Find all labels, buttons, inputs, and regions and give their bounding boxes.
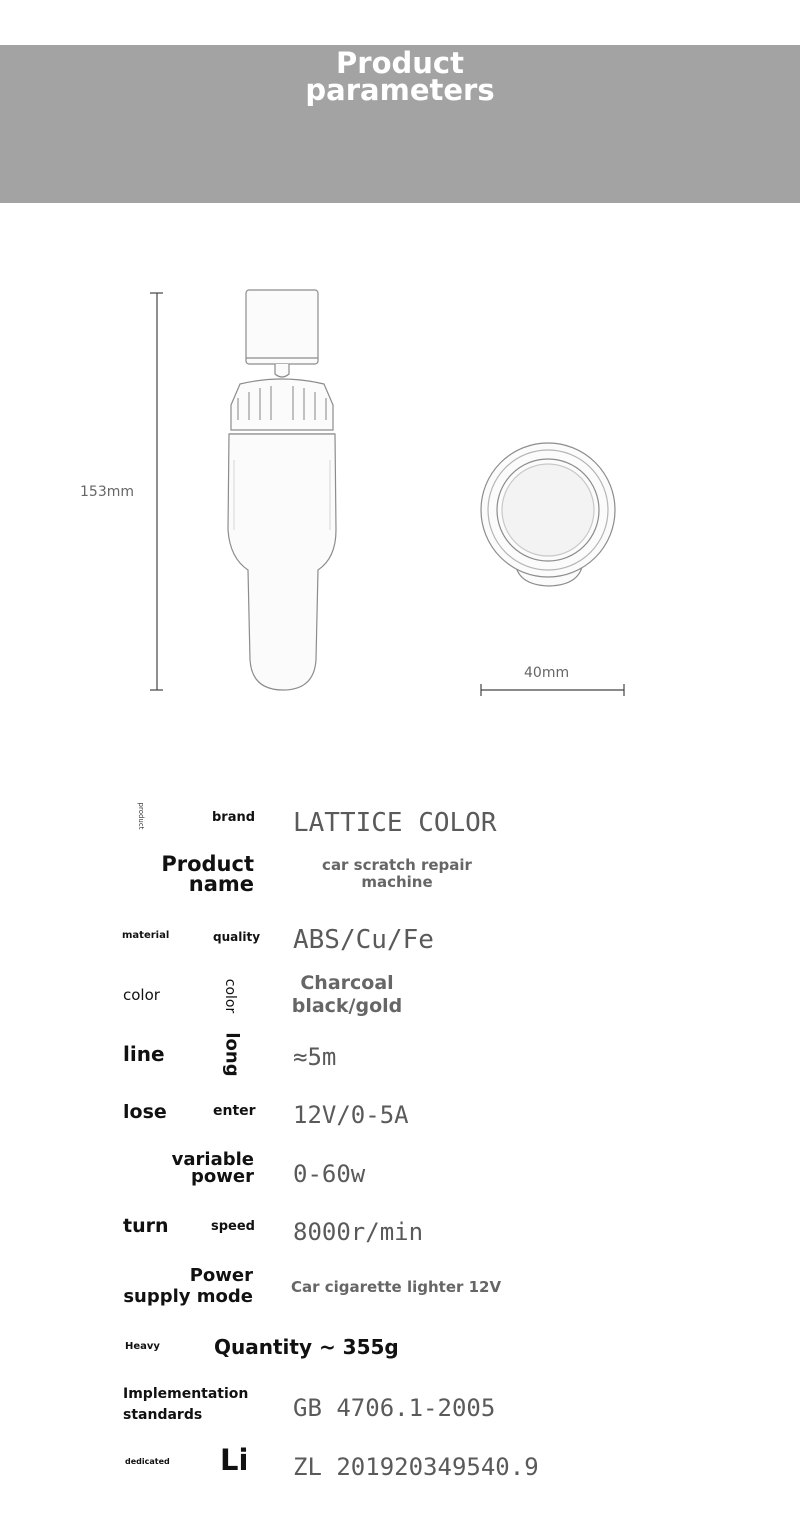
power-label-line-2: power <box>191 1166 254 1187</box>
speed-value: 8000r/min <box>293 1218 424 1246</box>
brand-value: LATTICE COLOR <box>293 808 497 838</box>
product-name-label <box>120 854 254 894</box>
standard-label-line-1: Implementation <box>123 1386 249 1402</box>
brand-small-label: product <box>137 802 145 830</box>
product-name-value <box>300 857 494 891</box>
heavy-label: Heavy <box>125 1341 160 1352</box>
speed-label: speed <box>211 1219 255 1234</box>
line-value: ≈5m <box>293 1043 337 1071</box>
li-label: Li <box>220 1443 249 1477</box>
tool-end-view <box>481 443 615 586</box>
height-dimension-line <box>150 293 163 690</box>
tool-side-view <box>228 290 336 690</box>
long-label: long <box>221 1032 243 1077</box>
product-name-value-line-1: car scratch repair <box>322 856 472 874</box>
lose-label: lose <box>123 1101 167 1123</box>
patent-value: ZL 201920349540.9 <box>293 1453 539 1481</box>
width-dimension-line <box>481 684 624 696</box>
quality-label: quality <box>213 930 261 944</box>
material-label: material <box>122 930 170 941</box>
color-value <box>288 972 406 1018</box>
standard-label <box>123 1384 248 1426</box>
page-title <box>0 46 800 107</box>
width-dimension-label: 40mm <box>524 665 570 681</box>
input-value: 12V/0-5A <box>293 1101 409 1129</box>
supply-value: Car cigarette lighter 12V <box>291 1278 502 1296</box>
color-value-line-2: black/gold <box>291 995 403 1017</box>
power-value: 0-60w <box>293 1160 366 1188</box>
enter-label: enter <box>213 1103 256 1119</box>
height-dimension-label: 153mm <box>80 484 134 500</box>
color-label-vertical: color <box>222 978 238 1014</box>
power-label-line-1: variable <box>171 1149 254 1170</box>
standard-value: GB 4706.1-2005 <box>293 1394 496 1422</box>
product-name-label-line-2: name <box>188 872 254 896</box>
brand-label: brand <box>212 810 256 825</box>
color-label: color <box>123 986 160 1004</box>
weight-value: Quantity ~ 355g <box>214 1335 399 1359</box>
standard-label-line-2: standards <box>123 1407 203 1423</box>
product-name-label-line-1: Product <box>161 852 254 876</box>
supply-label-line-1: Power <box>189 1265 253 1286</box>
material-value: ABS/Cu/Fe <box>293 925 434 955</box>
supply-label-line-2: supply mode <box>123 1286 253 1307</box>
page-title-line-1: Product <box>336 46 464 80</box>
supply-label <box>110 1265 253 1307</box>
product-name-value-line-2: machine <box>361 873 433 891</box>
dedicated-label: dedicated <box>125 1457 170 1466</box>
turn-label: turn <box>123 1215 169 1237</box>
power-label <box>130 1151 254 1185</box>
line-label: line <box>123 1042 165 1066</box>
page-title-line-2: parameters <box>305 73 495 107</box>
color-value-line-1: Charcoal <box>300 972 394 994</box>
